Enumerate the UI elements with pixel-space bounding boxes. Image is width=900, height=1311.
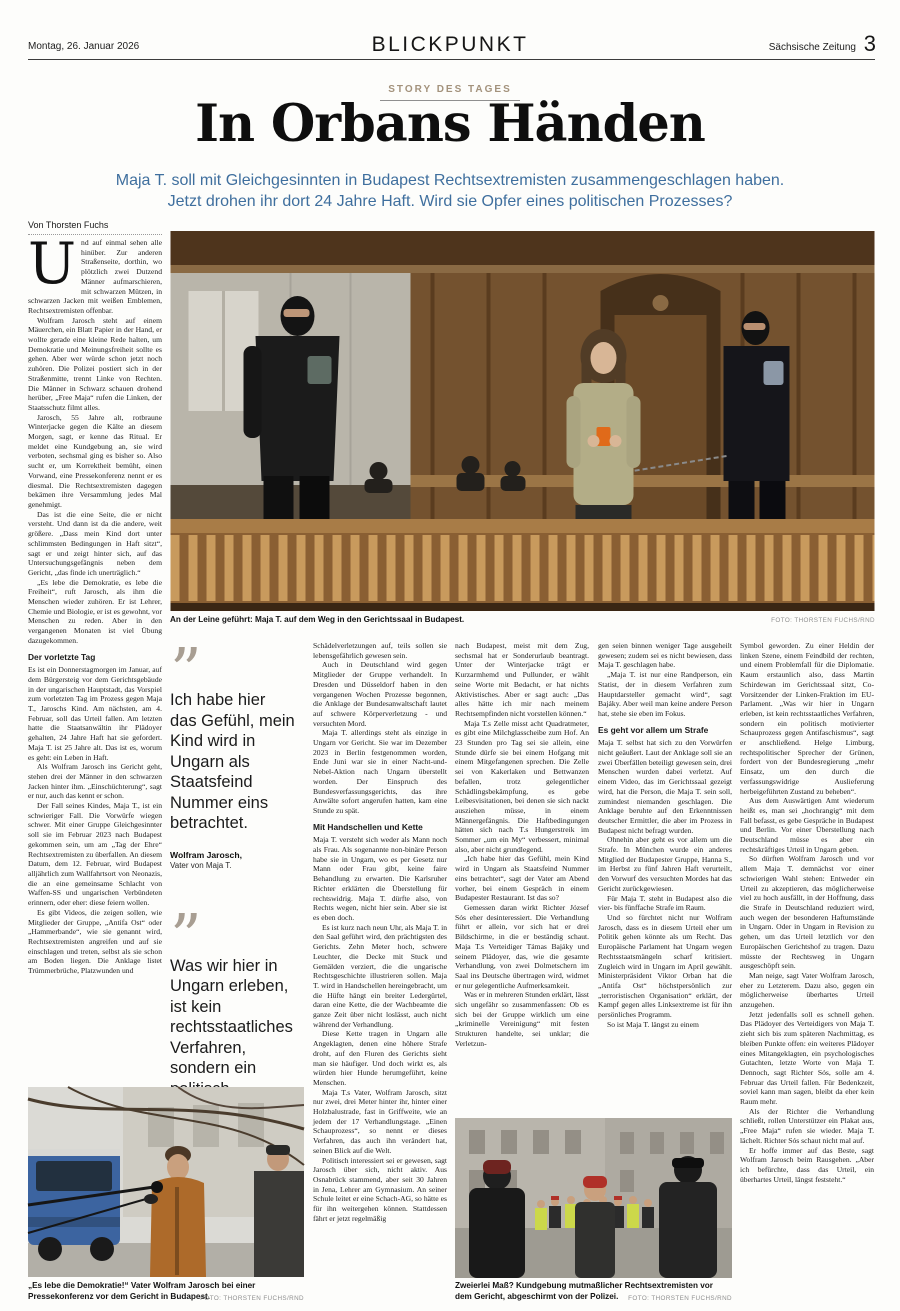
quote-icon: ” [170,634,199,707]
subhead-line-1: Maja T. soll mit Gleichgesinnten in Budapest Rechtsextremisten zusammengeschlagen haben. [115,172,785,189]
article-paragraph: So ist Maja T. längst zu einem [607,1019,699,1029]
article-column-4 [455,641,589,1111]
main-photo [170,231,875,611]
press-photo-caption-block [28,1281,304,1302]
article-paragraph: Als der Richter die Verhandlung schließt, rollen Unterstützer ein Plakat aus, „Free Maja“ rufen sie wieder. Maja T. lächelt. Richter Sós schaut nicht mal auf. [740,1106,874,1145]
quote-text: Was wir hier in Ungarn erleben, ist kein rechtsstaatliches Verfahren, sondern ein [170,956,293,1077]
protest-photo-illustration [455,1118,732,1278]
main-photo-credit: FOTO: THORSTEN FUCHS/RND [771,617,875,624]
article-paragraph: Jetzt jedenfalls soll es schnell gehen. Das Plädoyer des Verteidigers von Maja T. zieht sich bis zum späteren Nachmittag, es bleiben Punkte offen: ein weiteres Plädoyer eines Mitangeklagten, ein psychologisches Gutachten, letzte Worte von Maja T. Dennoch, sagt Richter Sós, solle am 4. Februar das Urteil fallen. Für Bedenkzeit, soviel kann man sagen, bleibt da eher kein Raum mehr. [740,1009,874,1107]
subhead-line-2: Jetzt drohen ihr dort 24 Jahre Haft. Wird sie Opfer eines politischen Prozesses? [167,193,733,210]
article-paragraph: Maja T.s Zelle misst acht Quadratmeter, es gibt eine Milchglasscheibe zum Hof. An 23 Stunden pro Tag sei sie allein, eine Stunde dürfe sie bei einem Hofgang mit einem Mitgefangenen sprechen. Die Zelle sei von Kakerlaken und Bettwanzen befallen, trotz gelegentlicher Schädlingsbekämpfung, es gebe Leibesvisitationen, bei denen sie sich nackt ausziehen müsse, in einem Männergefängnis. Die Haftbedingungen hätten sich nach T.s Hungerstreik im Sommer „um ein My“ verbessert, minimal also, aber nicht grundlegend. [455,718,589,854]
article-paragraph: Er hoffe immer auf das Beste, sagt Wolfram Jarosch beim Rausgehen. „Aber ich befürchte, dass das Urteil, ein überhartes Urteil, längst feststeht.“ [740,1145,874,1184]
article-paragraph: „Es lebe die Demokratie, es lebe die Freiheit“, ruft Jarosch, als ihm die Menschen wieder zuhören. Er ist Lehrer, Chemie und Biologie, er ist es gewohnt, vor Menschen zu reden. Aber in den vergangenen Monaten ist viel Übung dazugekommen. [28,577,162,645]
article-column-3 [313,641,447,1273]
article-paragraph: Wolfram Jarosch steht auf einem Mäuerchen, ein Blatt Papier in der Hand, er wollte gerade eine kleine Rede halten, um Demokratie und Meinungsfreiheit sollte es gehen. Aber wer würde schon jetzt noch zuhören. Die Polizei postiert sich in der Straßenmitte, trennt Linke von Rechten. Die Männer in Schwarz schauen drohend herüber, „Free Maja“ rufen die Linken, der Staatsschutz filmt alles. [28,315,162,412]
press-conference-photo-illustration [28,1087,304,1277]
article-paragraph: Es gibt Videos, die zeigen sollen, wie Mitglieder der Gruppe, „Antifa Ost“ oder „Hammerbande“, wie sie genannt wird, Rechtsextremisten angreifen und auf sie einschlagen und treten, selbst als sie schon am Boden liegen. Die Anklage listet Trümmerbrüche, Platzwunden und [28,907,162,976]
subhead [0,170,900,212]
article-paragraph: Jarosch, 55 Jahre alt, rotbraune Winterjacke gegen die Kälte an diesem Morgen, sagt, er kenne das Ritual. Er meldet eine Kundgebung an, sie wird verboten, sechsmal ging es bisher so. Also sucht er, um Korrektheit bemüht, einen Vorwand, eine Pressekonferenz nennt er es diesmal. Die Rechtsextremisten dagegen bekämen ihre Versammlung jedes Mal genehmigt. [28,412,162,509]
article-paragraph: Als Wolfram Jarosch ins Gericht geht, stehen drei der Männer in den schwarzen Jacken hinter ihm. „Einschüchterung“, sagt er nur, auch das kennt er schon. [28,762,162,801]
lead-paragraph [28,231,162,316]
press-photo-caption: „Es lebe die Demokratie!“ Vater Wolfram Jarosch bei einer Pressekonferenz vor dem Gericht in Budapest. [28,1281,256,1301]
article-paragraph: Der Fall seines Kindes, Maja T., ist ein schwieriger Fall. Die Vorwürfe wiegen schwer. Mit einer Gruppe Gleichgesinnter soll sie im Februar 2023 nach Budapest gekommen sein, um am „Tag der Ehre“ Rechtsextremisten zu überfallen. An diesem Datum, dem 12. Februar, wird Budapest alljährlich zum Wallfahrtsort von Neonazis, die an eine gemeinsame Schlacht von Waffen-SS und ungarischen Verbündeten erinnern, oder eher: diese feiern wollen. [28,801,162,908]
article-paragraph: Diese Kette tragen in Ungarn alle Angeklagten, denen eine höhere Strafe droht, auf den Fluren des Gerichts sieht man sie häufiger. Und doch wirkt es, als würden hier Hunde herumgeführt, keine Menschen. [313,1029,447,1087]
kicker: STORY DES TAGES [380,84,520,101]
protest-photo [455,1118,732,1278]
article-paragraph: Und so fürchtet nicht nur Wolfram Jarosch, dass es in diesem Urteil eher um Politik gehen könnte als um Recht. Das Europäische Parlament hat Ungarn wegen Rechtsstaatsmängeln scharf kritisiert. Zugleich wird in Ungarn im April gewählt. Ministerpräsident Viktor Orban hat die „Antifa Ost“ höchstpersönlich zur „terroristischen Organisation“ erklärt, der Kampf gegen alles Linksextreme ist für ihn persönliches Programm. [598,912,732,1020]
article-column-1 [28,231,162,1080]
article-paragraph: Für Maja T. steht in Budapest also die vier- bis fünffache Strafe im Raum. [598,893,732,913]
article-paragraph: Maja T.s Vater, Wolfram Jarosch, sitzt nur zwei, drei Meter hinter ihr, hinter einer Holzbalustrade, fast in Griffweite, wie an jedem der 17 Verhandlungstage. „Einen Schauprozess“, so nennt er dieses Verfahren, das auch ihn verändert hat, seinen Blick auf die Welt. [313,1087,447,1155]
quote-attribution-role: Vater von Maja T. [170,860,232,870]
column-subhead: Es geht vor allem um Strafe [598,724,709,735]
quote-icon: ” [170,899,199,973]
article-paragraph: Maja T. selbst hat sich zu den Vorwürfen nicht geäußert. Laut der Anklage soll sie an zwei Überfällen beteiligt gewesen sein, drei Menschen wurden dabei verletzt. Auf einem Video, das im Gerichtssaal gezeigt wird, hat die Person, die Maja T. sein soll, zumindest niemanden geschlagen. Die Anklage beruhte auf den Erkenntnissen deutscher Ermittler, die aber im Prozess in Budapest nicht befragt wurden. [598,738,732,835]
article-paragraph: So dürften Wolfram Jarosch und vor allem Maja T. demnächst vor einer schwierigen Wahl stehen: Entweder ein Urteil zu akzeptieren, das möglicherweise viel zu hoch ausfällt, in der Hoffnung, dass die Strafe in Deutschland reduziert wird, auch wegen der besonderen Haftumstände in Ungarn. Oder in Ungarn in Revision zu gehen, um das Urteil letztlich vor den Europäischen Gerichtshof zu tragen. Dazu müsste der Rechtsweg in Ungarn ausgeschöpft sein. [740,854,874,971]
article-paragraph: Das ist die eine Seite, die er nicht versteht. Und dann ist da die andere, weit größere. „Dass mein Kind dort unter schlimmsten Bedingungen in Haft sitzt“, sagt er und zeigt hinter sich, auf das Untersuchungsgefängnis neben dem Gericht, „das finde ich unerträglich.“ [28,509,162,577]
column-subhead: Mit Handschellen und Kette [313,821,423,832]
article-paragraph: „Ich habe hier das Gefühl, mein Kind wird in Ungarn als Staatsfeind Nummer eins betrachtet“, sagt der Vater am Abend vorher, bei einem Gespräch in einem Budapester Restaurant. Ist das so? [455,854,589,903]
protest-photo-caption: Zweierlei Maß? Kundgebung mutmaßlicher Rechtsextremisten vor dem Gericht, abgeschirmt von der Polizei. [455,1281,713,1301]
article-column-5 [598,641,732,1113]
article-paragraph: Es ist kurz nach neun Uhr, als Maja T. in den Saal geführt wird, den prächtigsten des Gerichts. Zehn Meter hoch, schwere Leuchter, die Decke mit Stuck und Gemälden verziert, die die ungarische Rechtsgeschichte illustrieren sollen. Maja T. wird in Handschellen hereingebracht, um die Hüfte hängt ein breiter Ledergürtel, daran eine Kette, die der Wachbeamte die ganze Zeit über nicht loslässt, auch nicht während der Verhandlung. [313,922,447,1029]
article-paragraph: Was er in mehreren Stunden erklärt, lässt sich ungefähr so zusammenfassen: Ob es sich bei der Gruppe wirklich um eine „kriminelle Vereinigung“ mit festen Strukturen handelte, sei unklar; die Verletzun- [455,990,589,1048]
article-paragraph: Schädelverletzungen auf, teils sollen sie lebensgefährlich gewesen sein. [313,641,447,660]
article-paragraph: Maja T. versteht sich weder als Mann noch als Frau. Als sogenannte non-binäre Person habe sie in Ungarn, wo es per Gesetz nur Mann oder Frau gibt, keine faire Behandlung zu erwarten. Die Karlsruher Richter erklärten die Überstellung für rechtswidrig. Maja T. dürfte also, von Rechts wegen, nicht hier sein. Aber sie ist es eben doch. [313,835,447,922]
column-subhead: Der vorletzte Tag [28,651,96,662]
byline: Von Thorsten Fuchs [28,220,162,235]
article-paragraph: „Maja T. ist nur eine Randperson, ein Statist, der in diesem Verfahren zum Hauptdarsteller gemacht wird“, sagt Bajáky. Aber weil man keine andere Person hat, stehe sie eben im Fokus. [598,670,732,718]
article-paragraph: Man neige, sagt Vater Wolfram Jarosch, eher zu Letzterem. Dazu also, gegen ein möglicherweise überhartes Urteil anzugehen. [740,970,874,1010]
article-paragraph: Auch in Deutschland wird gegen Mitglieder der Gruppe verhandelt. In Dresden und Düsseldorf haben in den vergangenen Wochen Prozesse begonnen, die Anklage der Bundesanwaltschaft lautet auf schwere Körperverletzung - und versuchten Mord. [313,660,447,728]
article-column-6 [740,641,874,1291]
masthead-rule [28,59,875,60]
quote-attribution-name: Wolfram Jarosch, [170,849,242,860]
masthead-paper-name: Sächsische Zeitung [768,42,856,53]
article-paragraph: Es ist ein Donnerstagmorgen im Januar, auf dem Bürgersteig vor dem Gerichtsgebäude in der ungarischen Hauptstadt, das Vorspiel zum vorletzten Tag im Prozess gegen Maja T., Jaroschs Kind. Am nächsten, am 4. Februar, soll das Urteil fallen. Am letzten hatte die Staatsanwältin ihr Plädoyer gehalten, 24 Jahre Haft hat sie gefordert. Maja T. ist 25 Jahre alt. Das ist es, worum es geht: ein Leben in Haft. [28,665,162,762]
quote-text: Ich habe hier das Gefühl, mein Kind wird in Ungarn als Staatsfeind Nummer eins betrachtet. [170,691,295,832]
pull-quote-1 [170,634,296,870]
protest-photo-credit: FOTO: THORSTEN FUCHS/RND [628,1295,732,1302]
lead-text: nd auf einmal sehen alle hinüber. Zur anderen Straßenseite, dorthin, wo plötzlich zwei Dutzend Männer aufmarschieren, mit schwarzen Mützen, in schwarzen Jacken mit weißen Emblemen, Rechtsextremisten offenbar. [28,238,162,315]
main-photo-caption: An der Leine geführt: Maja T. auf dem Weg in den Gerichtssaal in Budapest. [170,615,465,624]
article-paragraph: Politisch interessiert sei er gewesen, sagt Jarosch über sich, nicht aktiv. Aus Osnabrück stammend, aber seit 30 Jahren in Jena, Lehrer am Gymnasium. An seiner Schule leitet er eine Schach-AG, so hätte es für ihn weitergehen können. Stattdessen fährt er jetzt regelmäßig [313,1155,447,1223]
drop-cap: U [28,231,77,297]
masthead-section-title: BLICKPUNKT [371,33,529,56]
press-photo-credit: FOTO: THORSTEN FUCHS/RND [200,1295,304,1302]
article-paragraph: gen seien binnen weniger Tage ausgeheilt gewesen; zudem sei es nicht bewiesen, dass Maja T. geschlagen habe. [598,641,732,670]
article-paragraph: Gemessen daran wirkt Richter József Sós eher desinteressiert. Die Verhandlung führt er allein, vor sich hat er drei Bildschirme, in die er beständig schaut. Maja T.s Verteidiger Támas Bajáky und seinem Plädoyer, das, wie die gesamte Verhandlung, von zwei Dolmetschern im Saal ins Deutsche übertragen wird, widmet er nur gelegentliche Aufmerksamkeit. [455,902,589,990]
article-paragraph: Aus dem Auswärtigen Amt wiederum heißt es, man sei „hochrangig“ mit dem Fall befasst, es gebe Gespräche in Budapest und Berlin. Vor einer Überstellung nach Deutschland müsse es aber ein rechtskräftiges Urteil in Ungarn geben. [740,796,874,854]
article-paragraph: Maja T. allerdings steht als einzige in Ungarn vor Gericht. Sie war im Dezember 2023 in Berlin festgenommen worden, Ende Juni war sie in einer Nacht-und-Nebel-Aktion nach Ungarn überstellt worden. Der Einspruch des Bundesverfassungsgerichts, das ihre Anwälte sofort angerufen hatten, kam eine Stunde zu spät. [313,728,447,815]
masthead-page-number: 3 [863,31,876,56]
masthead-date: Montag, 26. Januar 2026 [28,41,140,52]
main-photo-caption-row [170,615,875,626]
courtroom-photo-illustration [170,231,875,611]
press-photo [28,1087,304,1277]
article-paragraph: Symbol geworden. Zu einer Heldin der linken Szene, einem Feindbild der rechten, und einem Problemfall für die Diplomatie. Kaum erstaunlich also, dass Martin Schirdewan im Gerichtssaal sitzt, Co-Vorsitzender der Linken-Fraktion im EU-Parlament. „Was wir hier in Ungarn erleben, ist kein rechtsstaatliches Verfahren, sondern ein politisch motivierter Schauprozess gegen Antifaschismus“, sagt er anschließend. Helge Limburg, rechtspolitischer Sprecher der Grünen, fordert von der Bundesregierung „mehr Einsatz, um den durch die verfassungswidrige Auslieferung herbeigeführten Zustand zu beheben“. [740,641,874,796]
protest-photo-caption-block [455,1281,732,1302]
article-paragraph: Ohnehin aber geht es vor allem um die Strafe. In München wurde ein anderes Mitglied der Budapester Gruppe, Hanna S., im Herbst zu fünf Jahren Haft verurteilt, den Vorwurf des versuchten Mordes hat das Gericht zurückgewiesen. [598,835,732,893]
page-title: In Orbans Händen [195,94,705,154]
article-paragraph: nach Budapest, meist mit dem Zug, sechsmal hat er Sonderurlaub beantragt. Unter der Winterjacke trägt er Kurzarmhemd und Pullunder, er wählt seine Worte mit Bedacht, er hat nichts Aktivistisches. Aber er sagt auch: „Das alles hätte ich mir nach meinem Rechtsempfinden nicht vorstellen können.“ [455,641,589,718]
